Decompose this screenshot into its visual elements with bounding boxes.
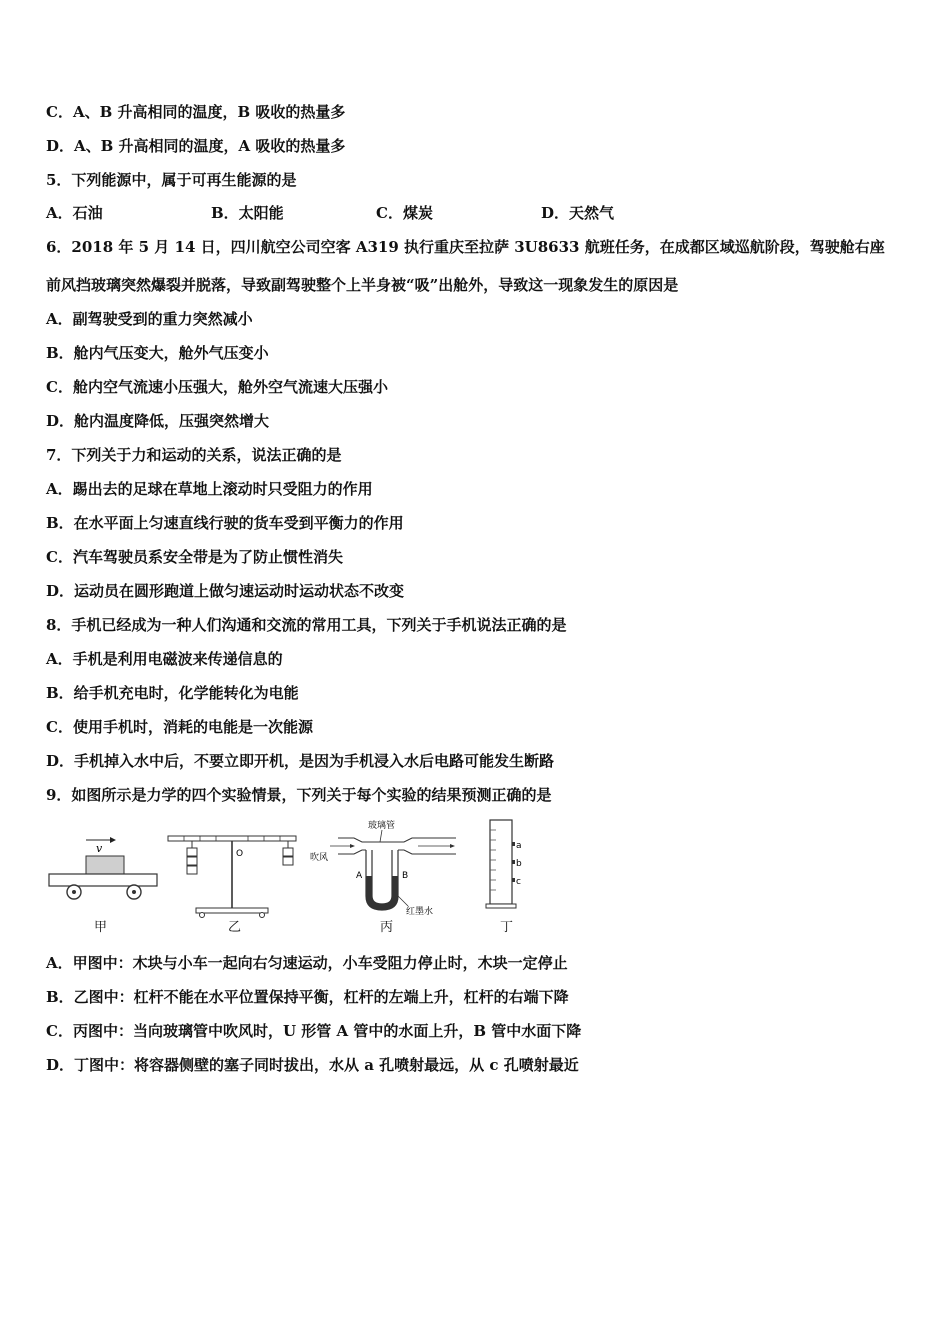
hole-c-label: c: [516, 877, 521, 887]
figure-yi: [166, 830, 300, 920]
q4-option-d: D．A、B 升高相同的温度，A 吸收的热量多: [46, 137, 346, 155]
q5-option-a: A．石油: [46, 204, 103, 222]
q6-option-a: A．副驾驶受到的重力突然减小: [46, 310, 253, 328]
q7-option-c: C．汽车驾驶员系安全带是为了防止惯性消失: [46, 548, 343, 566]
q7-option-b: B．在水平面上匀速直线行驶的货车受到平衡力的作用: [46, 514, 404, 532]
q5-option-d: D．天然气: [541, 204, 615, 222]
q6-stem-line1: 6．2018 年 5 月 14 日，四川航空公司空客 A319 执行重庆至拉萨 3U8633 航班任务，在成都区域巡航阶段，驾驶舱右座: [46, 238, 885, 256]
q6-option-d: D．舱内温度降低，压强突然增大: [46, 412, 270, 430]
q8-option-c: C．使用手机时，消耗的电能是一次能源: [46, 718, 313, 736]
q4-option-c: C．A、B 升高相同的温度，B 吸收的热量多: [46, 103, 346, 121]
q9-option-c: C．丙图中：当向玻璃管中吹风时，U 形管 A 管中的水面上升，B 管中水面下降: [46, 1022, 582, 1040]
q5-option-b: B．太阳能: [211, 204, 284, 222]
q6-stem-line2: 前风挡玻璃突然爆裂并脱落，导致副驾驶整个上半身被“吸”出舱外，导致这一现象发生的原因是: [46, 276, 679, 294]
q7-option-a: A．踢出去的足球在草地上滚动时只受阻力的作用: [46, 480, 373, 498]
q8-option-b: B．给手机充电时，化学能转化为电能: [46, 684, 299, 702]
red-ink-label: 红墨水: [406, 907, 434, 917]
q8-option-d: D．手机掉入水中后，不要立即开机，是因为手机浸入水后电路可能发生断路: [46, 752, 555, 770]
caption-jia: 甲: [94, 920, 108, 935]
q9-option-a: A．甲图中：木块与小车一起向右匀速运动，小车受阻力停止时，木块一定停止: [46, 954, 568, 972]
q5-option-c: C．煤炭: [376, 204, 433, 222]
figure-jia: [46, 828, 162, 908]
q9-option-d: D．丁图中：将容器侧壁的塞子同时拔出，水从 a 孔喷射最远，从 c 孔喷射最近: [46, 1056, 579, 1074]
q7-stem: 7．下列关于力和运动的关系，说法正确的是: [46, 446, 342, 464]
velocity-label: v: [96, 842, 103, 855]
q5-stem: 5．下列能源中，属于可再生能源的是: [46, 171, 297, 189]
q6-option-c: C．舱内空气流速小压强大，舱外空气流速大压强小: [46, 378, 388, 396]
caption-yi: 乙: [228, 920, 242, 935]
hole-a-label: a: [516, 841, 522, 851]
q8-option-a: A．手机是利用电磁波来传递信息的: [46, 650, 283, 668]
q9-stem: 9．如图所示是力学的四个实验情景，下列关于每个实验的结果预测正确的是: [46, 786, 552, 804]
q6-option-b: B．舱内气压变大，舱外气压变小: [46, 344, 269, 362]
pivot-label: O: [236, 849, 244, 859]
tube-a-label: A: [356, 871, 363, 881]
glass-tube-label: 玻璃管: [368, 821, 396, 831]
q5-options: [46, 203, 746, 223]
tube-b-label: B: [402, 871, 409, 881]
q7-option-d: D．运动员在圆形跑道上做匀速运动时运动状态不改变: [46, 582, 405, 600]
hole-b-label: b: [516, 859, 522, 869]
q8-stem: 8．手机已经成为一种人们沟通和交流的常用工具，下列关于手机说法正确的是: [46, 616, 567, 634]
caption-ding: 丁: [500, 920, 514, 935]
q9-option-b: B．乙图中：杠杆不能在水平位置保持平衡，杠杆的左端上升，杠杆的右端下降: [46, 988, 569, 1006]
caption-bing: 丙: [380, 920, 394, 935]
blow-label: 吹风: [310, 853, 329, 863]
figure-ding: [484, 816, 530, 916]
figure-bing: [310, 818, 460, 918]
